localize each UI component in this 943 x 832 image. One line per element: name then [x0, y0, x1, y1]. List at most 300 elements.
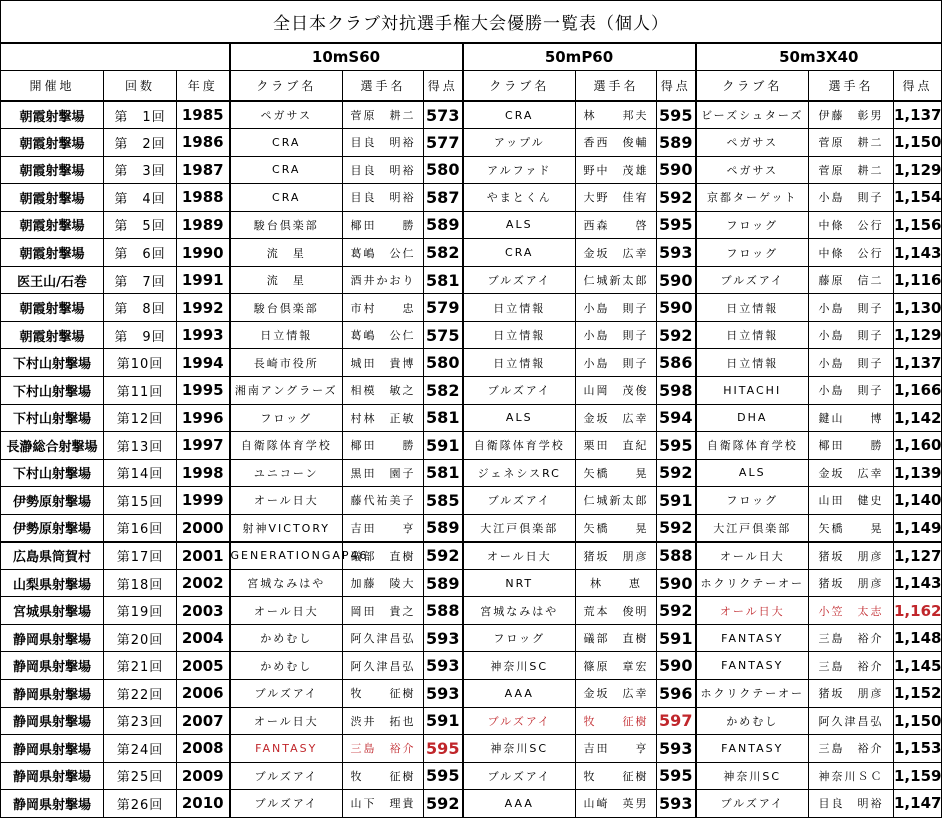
- club-cell: CRA: [230, 156, 343, 184]
- club-cell: HITACHI: [696, 376, 809, 404]
- round-cell: 第 7回: [104, 266, 177, 294]
- club-cell: 京都ターゲット: [696, 184, 809, 212]
- score-cell: 598: [657, 376, 696, 404]
- year-cell: 2007: [177, 707, 230, 735]
- venue-cell: 静岡県射撃場: [1, 624, 104, 652]
- name-cell: 葛嶋 公仁: [343, 321, 424, 349]
- year-cell: 1988: [177, 184, 230, 212]
- table-row: [1, 294, 942, 322]
- score-cell: 1,162: [894, 597, 942, 625]
- table-row: [1, 432, 942, 460]
- name-cell: 矢橋 晃: [576, 514, 657, 542]
- club-cell: オール日大: [230, 707, 343, 735]
- club-cell: CRA: [230, 184, 343, 212]
- round-cell: 第16回: [104, 514, 177, 542]
- score-cell: 1,129: [894, 156, 942, 184]
- column-header-year: 年度: [177, 71, 230, 102]
- score-cell: 1,152: [894, 679, 942, 707]
- round-cell: 第17回: [104, 542, 177, 570]
- group-header-50mp60: 50mP60: [463, 43, 696, 71]
- table-row: [1, 129, 942, 157]
- club-cell: 宮城なみはや: [230, 569, 343, 597]
- column-header-club: クラブ名: [696, 71, 809, 102]
- club-cell: フロッグ: [696, 211, 809, 239]
- club-cell: フロッグ: [230, 404, 343, 432]
- name-cell: 小島 則子: [809, 321, 894, 349]
- score-cell: 1,147: [894, 790, 942, 818]
- name-cell: 相模 敏之: [343, 376, 424, 404]
- score-cell: 1,145: [894, 652, 942, 680]
- venue-cell: 下村山射撃場: [1, 349, 104, 377]
- round-cell: 第 6回: [104, 239, 177, 267]
- venue-cell: 朝霞射撃場: [1, 129, 104, 157]
- name-cell: 黒田 園子: [343, 459, 424, 487]
- round-cell: 第18回: [104, 569, 177, 597]
- page-title: 全日本クラブ対抗選手権大会優勝一覧表（個人）: [1, 1, 942, 44]
- table-row: [1, 514, 942, 542]
- name-cell: 小島 則子: [809, 184, 894, 212]
- round-cell: 第 4回: [104, 184, 177, 212]
- club-cell: 自衛隊体育学校: [463, 432, 576, 460]
- name-cell: 村林 正敏: [343, 404, 424, 432]
- group-header-50m3x40: 50m3X40: [696, 43, 942, 71]
- score-cell: 595: [424, 762, 463, 790]
- table-row: [1, 762, 942, 790]
- club-cell: かめむし: [696, 707, 809, 735]
- table-row: [1, 735, 942, 763]
- score-cell: 595: [657, 432, 696, 460]
- score-cell: 1,143: [894, 239, 942, 267]
- name-cell: 椰田 勝: [343, 211, 424, 239]
- table-row: [1, 321, 942, 349]
- club-cell: GENERATIONGAP46: [230, 542, 343, 570]
- club-cell: 長崎市役所: [230, 349, 343, 377]
- name-cell: 林 邦夫: [576, 101, 657, 129]
- club-cell: 駿台倶楽部: [230, 211, 343, 239]
- name-cell: 牧 征樹: [576, 762, 657, 790]
- name-cell: 菅原 耕二: [343, 101, 424, 129]
- name-cell: 鍵山 博: [809, 404, 894, 432]
- score-cell: 592: [657, 184, 696, 212]
- year-cell: 2010: [177, 790, 230, 818]
- score-cell: 589: [424, 514, 463, 542]
- year-cell: 1991: [177, 266, 230, 294]
- score-cell: 587: [424, 184, 463, 212]
- name-cell: 山下 理貴: [343, 790, 424, 818]
- year-cell: 1999: [177, 487, 230, 515]
- name-cell: 林 恵: [576, 569, 657, 597]
- year-cell: 1992: [177, 294, 230, 322]
- table-row: [1, 487, 942, 515]
- score-cell: 596: [657, 679, 696, 707]
- round-cell: 第19回: [104, 597, 177, 625]
- score-cell: 1,116: [894, 266, 942, 294]
- club-cell: 日立情報: [463, 349, 576, 377]
- name-cell: 山田 健史: [809, 487, 894, 515]
- score-cell: 590: [657, 294, 696, 322]
- club-cell: オール日大: [463, 542, 576, 570]
- year-cell: 1989: [177, 211, 230, 239]
- venue-cell: 朝霞射撃場: [1, 156, 104, 184]
- score-cell: 582: [424, 376, 463, 404]
- score-cell: 580: [424, 156, 463, 184]
- score-cell: 592: [657, 321, 696, 349]
- venue-cell: 静岡県射撃場: [1, 652, 104, 680]
- table-row: [1, 156, 942, 184]
- club-cell: ホクリクテーオー: [696, 679, 809, 707]
- venue-cell: 静岡県射撃場: [1, 735, 104, 763]
- venue-cell: 下村山射撃場: [1, 404, 104, 432]
- name-cell: 目良 明裕: [343, 156, 424, 184]
- name-cell: 猪坂 朋彦: [809, 542, 894, 570]
- name-cell: 酒井かおり: [343, 266, 424, 294]
- club-cell: フロッグ: [696, 487, 809, 515]
- club-cell: オール日大: [230, 597, 343, 625]
- name-cell: 猪坂 朋彦: [809, 569, 894, 597]
- club-cell: ブルズアイ: [463, 487, 576, 515]
- name-cell: 仁城新太郎: [576, 266, 657, 294]
- club-cell: FANTASY: [696, 652, 809, 680]
- year-cell: 1986: [177, 129, 230, 157]
- table-row: [1, 597, 942, 625]
- round-cell: 第25回: [104, 762, 177, 790]
- score-cell: 593: [657, 239, 696, 267]
- club-cell: 大江戸倶楽部: [696, 514, 809, 542]
- round-cell: 第 2回: [104, 129, 177, 157]
- score-cell: 579: [424, 294, 463, 322]
- club-cell: 日立情報: [696, 349, 809, 377]
- club-cell: NRT: [463, 569, 576, 597]
- round-cell: 第 8回: [104, 294, 177, 322]
- score-cell: 588: [424, 597, 463, 625]
- name-cell: 金坂 広幸: [576, 239, 657, 267]
- name-cell: 小島 則子: [576, 294, 657, 322]
- year-cell: 2006: [177, 679, 230, 707]
- name-cell: 葛嶋 公仁: [343, 239, 424, 267]
- venue-cell: 朝霞射撃場: [1, 184, 104, 212]
- club-cell: 湘南アングラーズ: [230, 376, 343, 404]
- score-cell: 1,166: [894, 376, 942, 404]
- name-cell: 西森 啓: [576, 211, 657, 239]
- name-cell: 小島 則子: [576, 349, 657, 377]
- round-cell: 第12回: [104, 404, 177, 432]
- year-cell: 2004: [177, 624, 230, 652]
- name-cell: 岡田 貴之: [343, 597, 424, 625]
- year-cell: 2008: [177, 735, 230, 763]
- name-cell: 牧 征樹: [576, 707, 657, 735]
- name-cell: 篠原 章宏: [576, 652, 657, 680]
- name-cell: 野中 茂雄: [576, 156, 657, 184]
- name-cell: 三島 裕介: [809, 624, 894, 652]
- table-row: [1, 266, 942, 294]
- year-cell: 1994: [177, 349, 230, 377]
- column-header-round: 回数: [104, 71, 177, 102]
- score-cell: 1,130: [894, 294, 942, 322]
- club-cell: 神奈川SC: [463, 652, 576, 680]
- name-cell: 栗田 直紀: [576, 432, 657, 460]
- name-cell: 藤代祐美子: [343, 487, 424, 515]
- club-cell: 宮城なみはや: [463, 597, 576, 625]
- round-cell: 第26回: [104, 790, 177, 818]
- club-cell: 神奈川SC: [696, 762, 809, 790]
- name-cell: 金坂 広幸: [576, 404, 657, 432]
- score-cell: 1,150: [894, 707, 942, 735]
- score-cell: 592: [657, 514, 696, 542]
- year-cell: 2003: [177, 597, 230, 625]
- column-header-score: 得点: [894, 71, 942, 102]
- venue-cell: 広島県筒賀村: [1, 542, 104, 570]
- score-cell: 1,156: [894, 211, 942, 239]
- venue-cell: 朝霞射撃場: [1, 211, 104, 239]
- club-cell: アルファド: [463, 156, 576, 184]
- club-cell: ブルズアイ: [463, 707, 576, 735]
- round-cell: 第23回: [104, 707, 177, 735]
- club-cell: フロッグ: [463, 624, 576, 652]
- name-cell: 目良 明裕: [343, 184, 424, 212]
- club-cell: ブルズアイ: [230, 679, 343, 707]
- club-cell: ビーズシュターズ: [696, 101, 809, 129]
- column-header-name: 選手名: [576, 71, 657, 102]
- name-cell: 小島 則子: [576, 321, 657, 349]
- year-cell: 1995: [177, 376, 230, 404]
- score-cell: 581: [424, 404, 463, 432]
- club-cell: CRA: [463, 101, 576, 129]
- table-row: [1, 349, 942, 377]
- table-row: [1, 624, 942, 652]
- venue-cell: 長瀞総合射撃場: [1, 432, 104, 460]
- club-cell: 流 星: [230, 266, 343, 294]
- score-cell: 591: [657, 624, 696, 652]
- table-row: [1, 790, 942, 818]
- year-cell: 1990: [177, 239, 230, 267]
- year-cell: 1985: [177, 101, 230, 129]
- year-cell: 2009: [177, 762, 230, 790]
- table-row: [1, 459, 942, 487]
- club-cell: 大江戸倶楽部: [463, 514, 576, 542]
- name-cell: 椰田 勝: [809, 432, 894, 460]
- name-cell: 市村 忠: [343, 294, 424, 322]
- score-cell: 591: [424, 432, 463, 460]
- score-cell: 1,142: [894, 404, 942, 432]
- table-row: [1, 184, 942, 212]
- round-cell: 第22回: [104, 679, 177, 707]
- club-cell: 日立情報: [463, 294, 576, 322]
- round-cell: 第14回: [104, 459, 177, 487]
- score-cell: 1,143: [894, 569, 942, 597]
- table-row: [1, 569, 942, 597]
- round-cell: 第13回: [104, 432, 177, 460]
- table-row: [1, 239, 942, 267]
- name-cell: 吉田 亨: [576, 735, 657, 763]
- score-cell: 593: [424, 652, 463, 680]
- column-header-name: 選手名: [343, 71, 424, 102]
- name-cell: 牧 征樹: [343, 679, 424, 707]
- venue-cell: 静岡県射撃場: [1, 679, 104, 707]
- club-cell: ブルズアイ: [696, 266, 809, 294]
- club-cell: 日立情報: [230, 321, 343, 349]
- score-cell: 590: [657, 156, 696, 184]
- score-cell: 593: [424, 624, 463, 652]
- name-cell: 三島 裕介: [343, 735, 424, 763]
- club-cell: FANTASY: [230, 735, 343, 763]
- score-cell: 1,160: [894, 432, 942, 460]
- venue-cell: 朝霞射撃場: [1, 239, 104, 267]
- year-cell: 2000: [177, 514, 230, 542]
- club-cell: ブルズアイ: [463, 762, 576, 790]
- column-header-score: 得点: [424, 71, 463, 102]
- name-cell: 阿久津昌弘: [343, 652, 424, 680]
- round-cell: 第20回: [104, 624, 177, 652]
- score-cell: 577: [424, 129, 463, 157]
- venue-cell: 下村山射撃場: [1, 376, 104, 404]
- venue-cell: 静岡県射撃場: [1, 790, 104, 818]
- name-cell: 吉田 亨: [343, 514, 424, 542]
- table-row: [1, 652, 942, 680]
- score-cell: 595: [657, 762, 696, 790]
- name-cell: 小笠 太志: [809, 597, 894, 625]
- score-cell: 595: [657, 101, 696, 129]
- name-cell: 矢橋 晃: [576, 459, 657, 487]
- venue-cell: 下村山射撃場: [1, 459, 104, 487]
- name-cell: 目良 明裕: [809, 790, 894, 818]
- name-cell: 伊藤 彰男: [809, 101, 894, 129]
- score-cell: 589: [424, 569, 463, 597]
- round-cell: 第10回: [104, 349, 177, 377]
- score-cell: 589: [657, 129, 696, 157]
- name-cell: 阿久津昌弘: [343, 624, 424, 652]
- score-cell: 1,137: [894, 101, 942, 129]
- score-cell: 593: [424, 679, 463, 707]
- score-cell: 595: [657, 211, 696, 239]
- club-cell: CRA: [463, 239, 576, 267]
- column-header-score: 得点: [657, 71, 696, 102]
- name-cell: 金坂 広幸: [809, 459, 894, 487]
- column-header-club: クラブ名: [463, 71, 576, 102]
- venue-cell: 朝霞射撃場: [1, 294, 104, 322]
- table-row: [1, 211, 942, 239]
- name-cell: 目良 明裕: [343, 129, 424, 157]
- name-cell: 菅原 耕二: [809, 156, 894, 184]
- score-cell: 1,153: [894, 735, 942, 763]
- club-cell: フロッグ: [696, 239, 809, 267]
- round-cell: 第 3回: [104, 156, 177, 184]
- name-cell: 神奈川ＳＣ: [809, 762, 894, 790]
- club-cell: ALS: [463, 211, 576, 239]
- club-cell: かめむし: [230, 624, 343, 652]
- name-cell: 金坂 広幸: [576, 679, 657, 707]
- venue-cell: 静岡県射撃場: [1, 762, 104, 790]
- year-cell: 1997: [177, 432, 230, 460]
- club-cell: 流 星: [230, 239, 343, 267]
- club-cell: ペガサス: [696, 156, 809, 184]
- club-cell: DHA: [696, 404, 809, 432]
- score-cell: 585: [424, 487, 463, 515]
- group-header-10ms60: 10mS60: [230, 43, 463, 71]
- year-cell: 1996: [177, 404, 230, 432]
- club-cell: オール日大: [696, 542, 809, 570]
- name-cell: 三島 裕介: [809, 735, 894, 763]
- club-cell: FANTASY: [696, 624, 809, 652]
- club-cell: ジェネシスRC: [463, 459, 576, 487]
- score-cell: 591: [657, 487, 696, 515]
- round-cell: 第15回: [104, 487, 177, 515]
- score-cell: 593: [657, 735, 696, 763]
- score-cell: 1,150: [894, 129, 942, 157]
- name-cell: 牧 征樹: [343, 762, 424, 790]
- score-cell: 597: [657, 707, 696, 735]
- club-cell: ユニコーン: [230, 459, 343, 487]
- name-cell: 礒部 直樹: [343, 542, 424, 570]
- club-cell: AAA: [463, 790, 576, 818]
- venue-cell: 静岡県射撃場: [1, 707, 104, 735]
- name-cell: 中條 公行: [809, 239, 894, 267]
- club-cell: アップル: [463, 129, 576, 157]
- name-cell: 城田 貴博: [343, 349, 424, 377]
- table-row: [1, 679, 942, 707]
- club-cell: 射神VICTORY: [230, 514, 343, 542]
- score-cell: 1,140: [894, 487, 942, 515]
- venue-cell: 朝霞射撃場: [1, 321, 104, 349]
- round-cell: 第 1回: [104, 101, 177, 129]
- name-cell: 香西 俊輔: [576, 129, 657, 157]
- club-cell: ブルズアイ: [463, 266, 576, 294]
- venue-cell: 伊勢原射撃場: [1, 514, 104, 542]
- club-cell: 神奈川SC: [463, 735, 576, 763]
- score-cell: 595: [424, 735, 463, 763]
- club-cell: ALS: [696, 459, 809, 487]
- score-cell: 594: [657, 404, 696, 432]
- score-cell: 1,129: [894, 321, 942, 349]
- year-cell: 2005: [177, 652, 230, 680]
- round-cell: 第21回: [104, 652, 177, 680]
- club-cell: AAA: [463, 679, 576, 707]
- name-cell: 渋井 拓也: [343, 707, 424, 735]
- name-cell: 中條 公行: [809, 211, 894, 239]
- round-cell: 第24回: [104, 735, 177, 763]
- round-cell: 第 9回: [104, 321, 177, 349]
- name-cell: 小島 則子: [809, 294, 894, 322]
- club-cell: ホクリクテーオー: [696, 569, 809, 597]
- table-row: [1, 404, 942, 432]
- score-cell: 1,127: [894, 542, 942, 570]
- score-cell: 1,149: [894, 514, 942, 542]
- club-cell: FANTASY: [696, 735, 809, 763]
- group-header-blank: [1, 43, 230, 71]
- club-cell: やまとくん: [463, 184, 576, 212]
- score-cell: 591: [424, 707, 463, 735]
- table-row: [1, 376, 942, 404]
- table-row: [1, 542, 942, 570]
- year-cell: 1993: [177, 321, 230, 349]
- score-cell: 589: [424, 211, 463, 239]
- year-cell: 1987: [177, 156, 230, 184]
- score-cell: 592: [657, 597, 696, 625]
- column-header-venue: 開催地: [1, 71, 104, 102]
- score-cell: 573: [424, 101, 463, 129]
- score-cell: 592: [424, 542, 463, 570]
- score-cell: 590: [657, 266, 696, 294]
- name-cell: 猪坂 朋彦: [809, 679, 894, 707]
- score-cell: 586: [657, 349, 696, 377]
- club-cell: かめむし: [230, 652, 343, 680]
- year-cell: 2002: [177, 569, 230, 597]
- club-cell: ブルズアイ: [696, 790, 809, 818]
- score-cell: 581: [424, 266, 463, 294]
- name-cell: 荒本 俊明: [576, 597, 657, 625]
- score-cell: 580: [424, 349, 463, 377]
- club-cell: ブルズアイ: [463, 376, 576, 404]
- venue-cell: 医王山/石巻: [1, 266, 104, 294]
